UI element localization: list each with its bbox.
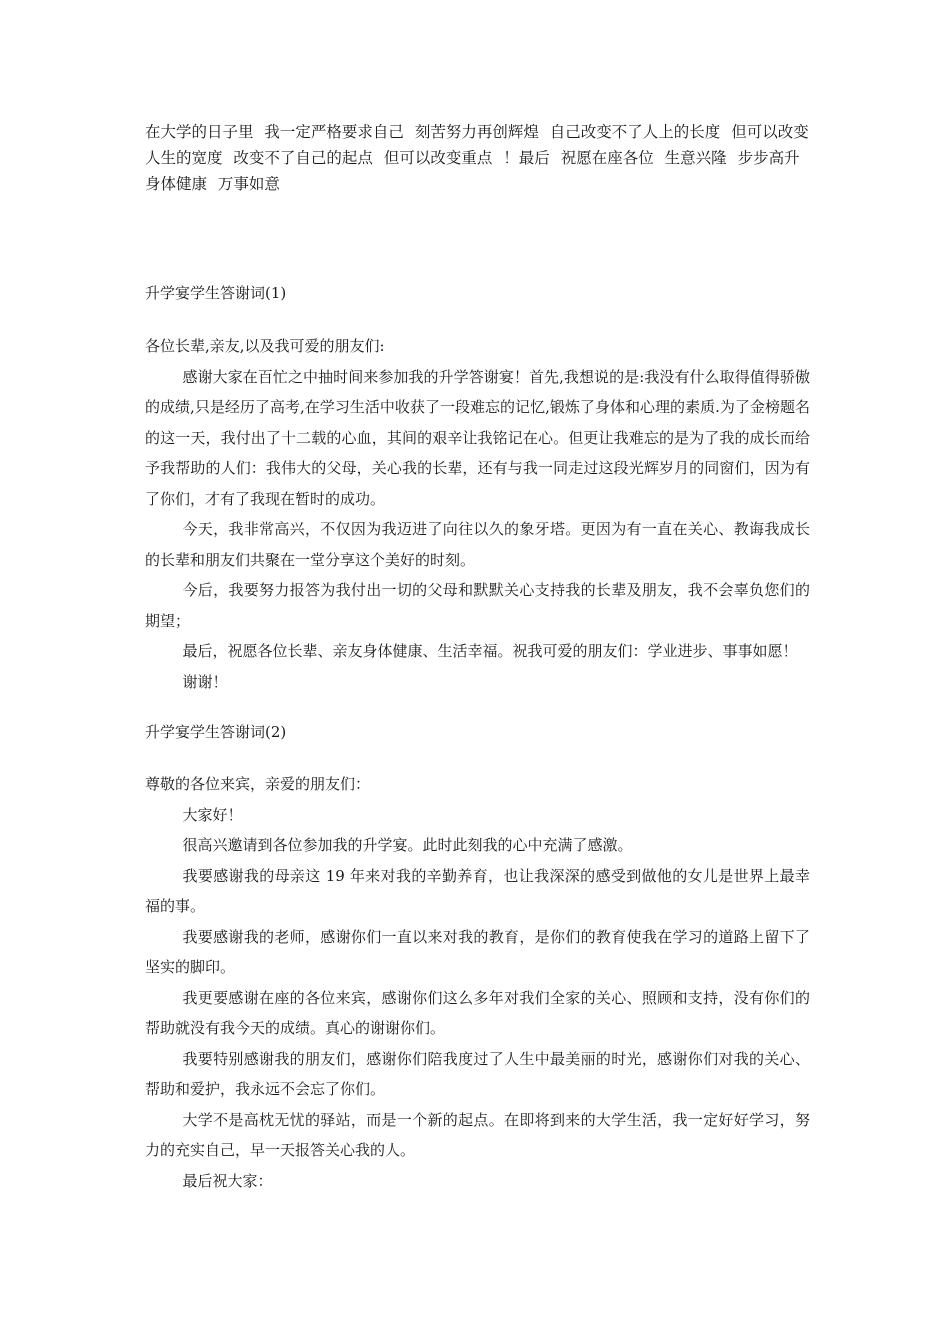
section-2-title: 升学宴学生答谢词(2): [145, 723, 287, 741]
section-1-paragraph-4: 最后，祝愿各位长辈、亲友身体健康、生活幸福。祝我可爱的朋友们：学业进步、事事如愿！: [182, 642, 798, 660]
section-1-greeting: 各位长辈,亲友,以及我可爱的朋友们:: [145, 337, 385, 355]
section-2-paragraph-3: 我要感谢我的母亲这 19 年来对我的辛勤养育，也让我深深的感受到做他的女儿是世界上最幸福的事。: [145, 866, 810, 915]
section-2-paragraph-4: 我要感谢我的老师，感谢你们一直以来对我的教育，是你们的教育使我在学习的道路上留下了坚实的脚印。: [145, 927, 810, 976]
document-page: [145, 119, 810, 1196]
section-2-paragraph-6: 我要特别感谢我的朋友们，感谢你们陪我度过了人生中最美丽的时光，感谢你们对我的关心、帮助和爱护，我永远不会忘了你们。: [145, 1049, 810, 1098]
section-1-paragraph-2: 今天，我非常高兴，不仅因为我迈进了向往以久的象牙塔。更因为有一直在关心、教诲我成长的长辈和朋友们共聚在一堂分享这个美好的时刻。: [145, 520, 810, 569]
intro-paragraph: 在大学的日子里 我一定严格要求自己 刻苦努力再创辉煌 自己改变不了人上的长度 但可以改变人生的宽度 改变不了自己的起点 但可以改变重点 ！最后 祝愿在座各位 生意兴隆 步步高升 身体健康 万事如意: [145, 123, 809, 193]
section-1-paragraph-5: 谢谢！: [182, 672, 228, 691]
section-2-greeting: 尊敬的各位来宾，亲爱的朋友们：: [145, 775, 371, 793]
spacer: [145, 308, 810, 331]
section-2-paragraph-1: 大家好！: [182, 805, 243, 824]
section-2-paragraph-8: 最后祝大家：: [182, 1171, 273, 1190]
spacer: [145, 697, 810, 717]
spacer: [145, 197, 810, 278]
section-1-paragraph-1: 感谢大家在百忙之中抽时间来参加我的升学答谢宴！首先,我想说的是:我没有什么取得值得骄傲的成绩,只是经历了高考,在学习生活中收获了一段难忘的记忆,锻炼了身体和心理的素质.为了金榜题名的这一天，我付出了十二载的心血，其间的艰辛让我铭记在心。但更让我难忘的是为了我的成长而给予我帮助的人们：我伟大的父母，关心我的长辈，还有与我一同走过这段光辉岁月的同窗们，因为有了你们，才有了我现在暂时的成功。: [145, 367, 810, 508]
section-2-paragraph-5: 我更要感谢在座的各位来宾，感谢你们这么多年对我们全家的关心、照顾和支持，没有你们的帮助就没有我今天的成绩。真心的谢谢你们。: [145, 988, 810, 1037]
section-2-paragraph-2: 很高兴邀请到各位参加我的升学宴。此时此刻我的心中充满了感激。: [182, 836, 633, 854]
section-1-title: 升学宴学生答谢词(1): [145, 284, 287, 302]
section-1-paragraph-3: 今后，我要努力报答为我付出一切的父母和默默关心支持我的长辈及朋友，我不会辜负您们的期望；: [145, 581, 810, 630]
spacer: [145, 747, 810, 769]
section-2-paragraph-7: 大学不是高枕无忧的驿站，而是一个新的起点。在即将到来的大学生活，我一定好好学习，努力的充实自己，早一天报答关心我的人。: [145, 1110, 810, 1159]
